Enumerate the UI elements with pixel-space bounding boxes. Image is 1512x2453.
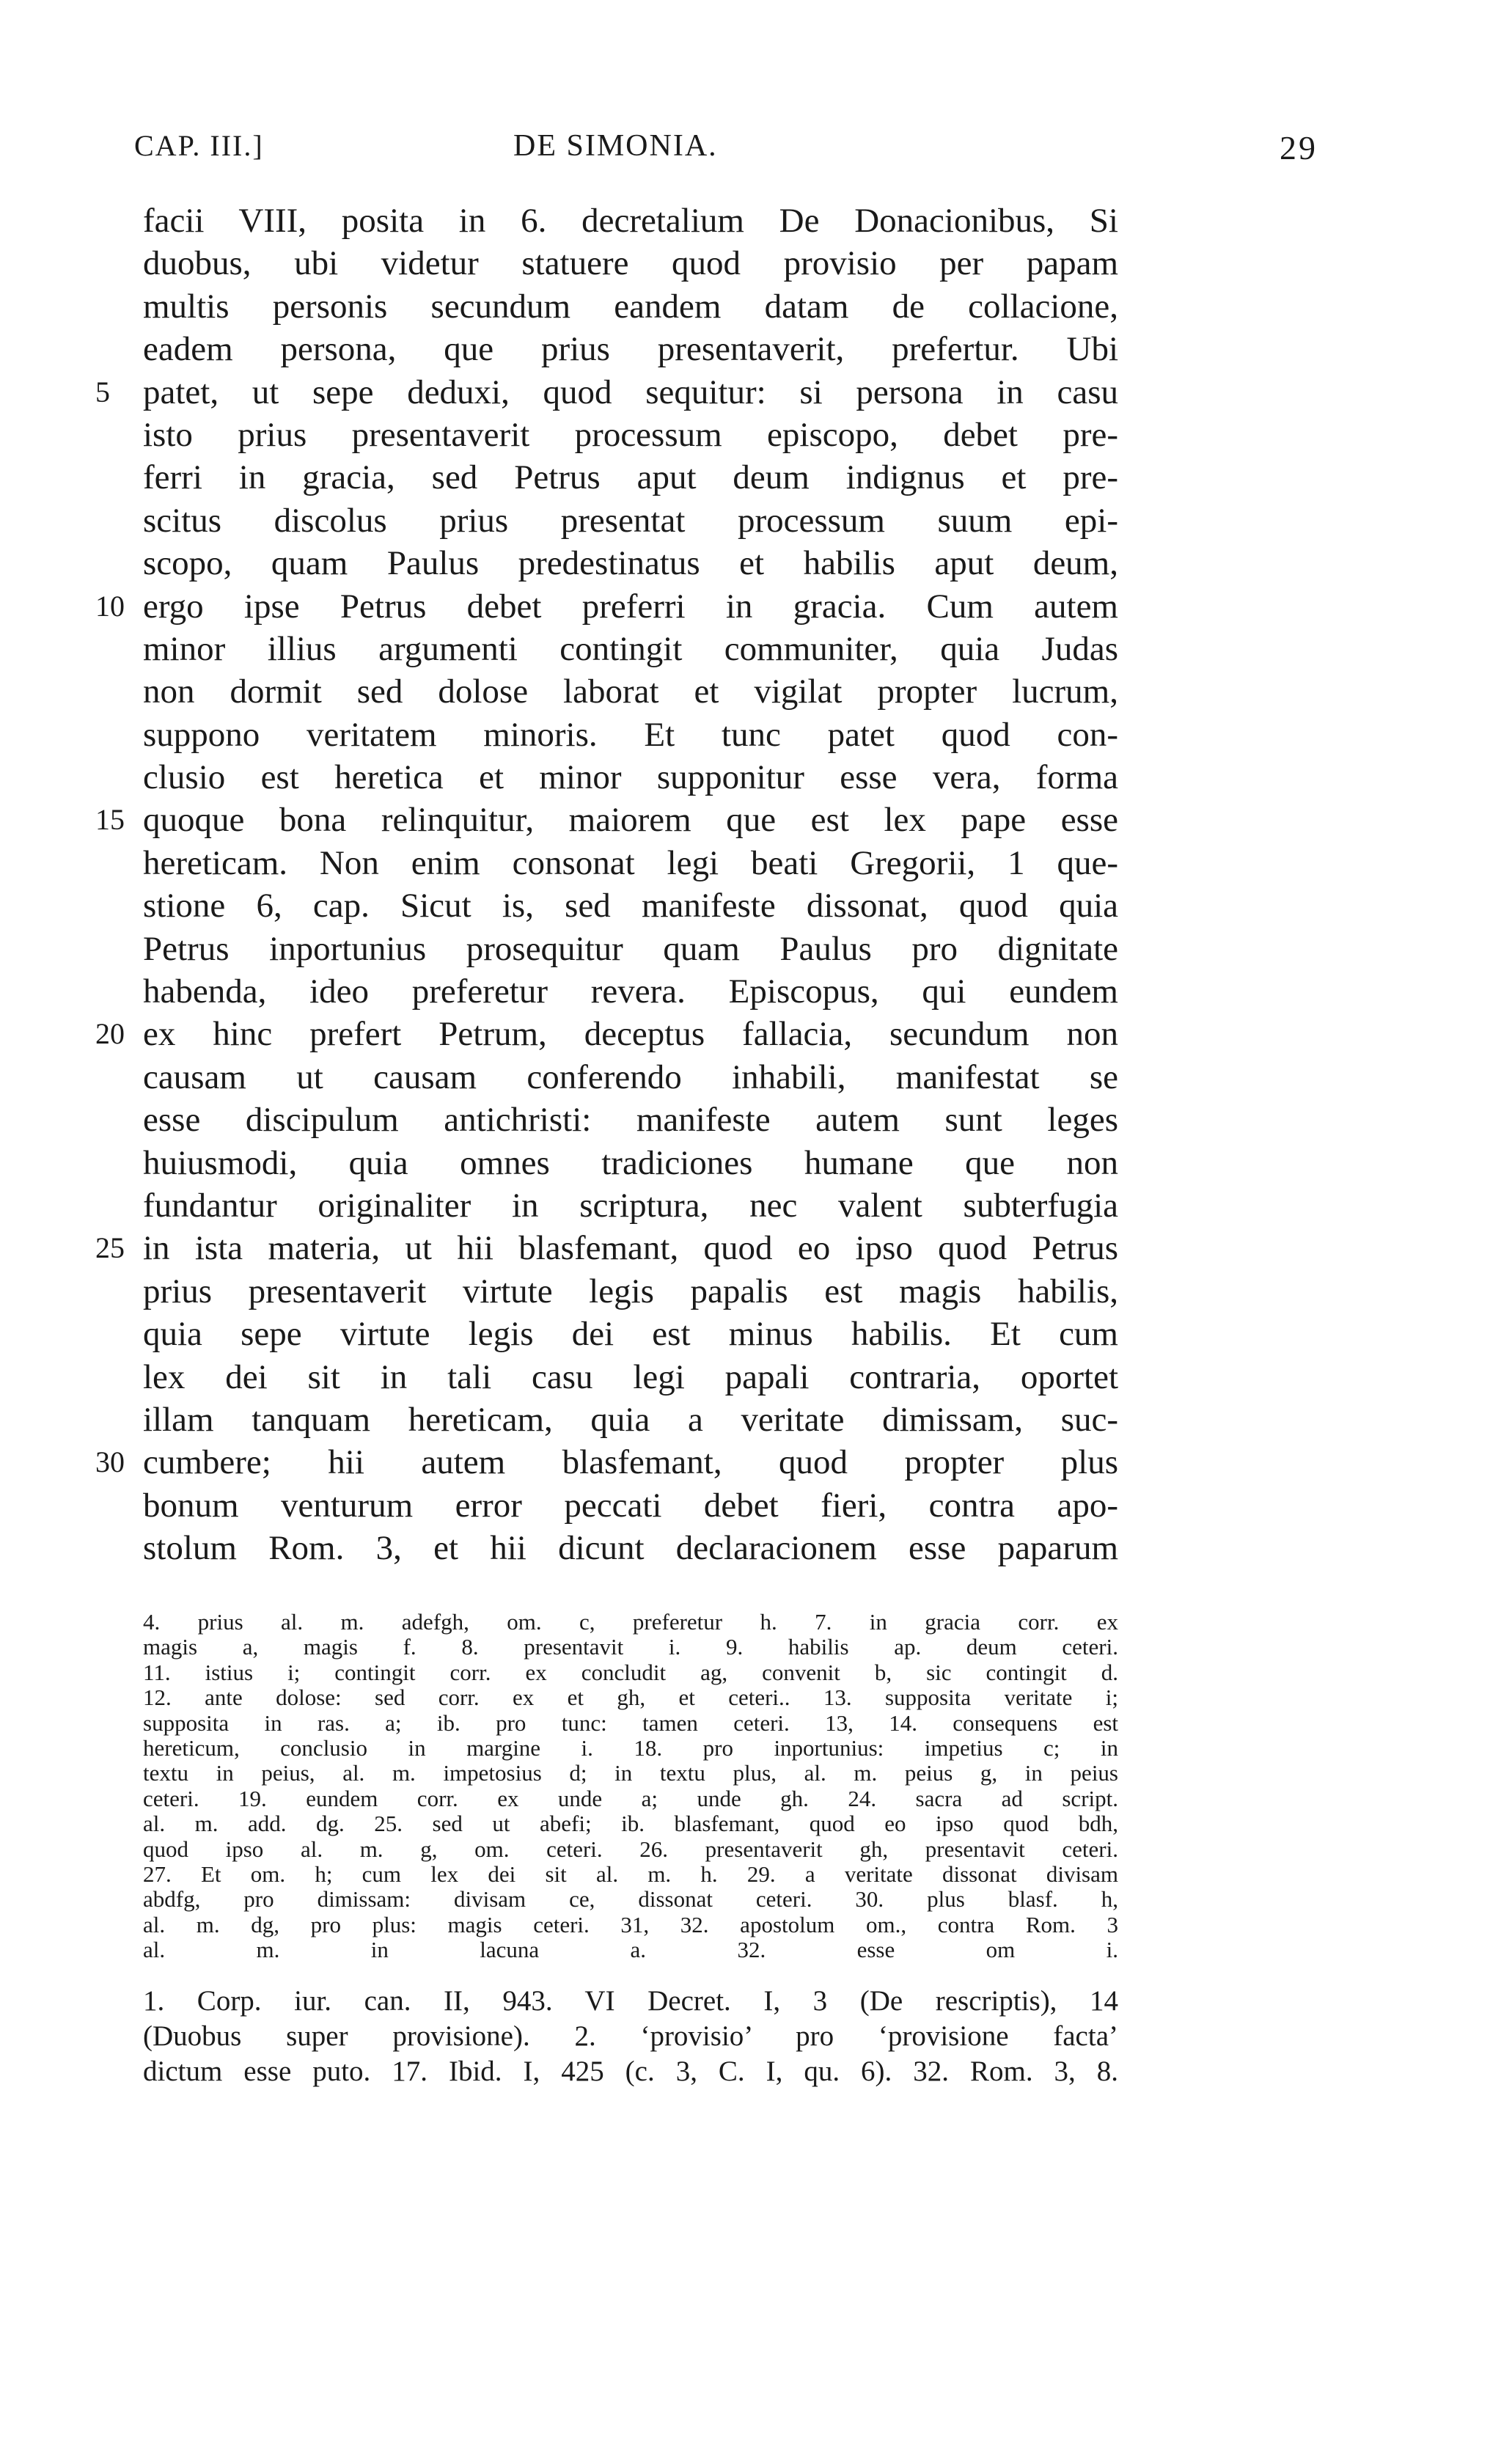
line-text: duobus, ubi videtur statuere quod provisio per papam (143, 244, 1118, 283)
text-line (95, 1441, 1118, 1484)
line-number: 15 (95, 803, 125, 837)
note-line: (Duobus super provisione). 2. ‘provisio’ pro ‘provisione facta’ (143, 2020, 1118, 2052)
text-line (143, 328, 1118, 370)
text-line (143, 456, 1118, 499)
line-text: ferri in gracia, sed Petrus aput deum indignus et pre- (143, 458, 1118, 497)
text-line (143, 1099, 1118, 1141)
line-text: habenda, ideo preferetur revera. Episcopus, qui eundem (143, 972, 1118, 1011)
line-text: multis personis secundum eandem datam de collacione, (143, 287, 1118, 326)
line-text: hereticam. Non enim consonat legi beati Gregorii, 1 que- (143, 843, 1118, 882)
page-number: 29 (1280, 129, 1318, 166)
running-title: DE SIMONIA. (513, 129, 718, 163)
line-text: prius presentaverit virtute legis papalis est magis habilis, (143, 1272, 1118, 1310)
text-line (143, 1056, 1118, 1099)
line-text: esse discipulum antichristi: manifeste autem sunt leges (143, 1101, 1118, 1140)
chapter-label: CAP. III.] (134, 129, 264, 162)
text-line (143, 1527, 1118, 1569)
text-line (143, 1270, 1118, 1313)
line-text: scopo, quam Paulus predestinatus et habilis aput deum, (143, 544, 1118, 583)
line-text: suppono veritatem minoris. Et tunc patet quod con- (143, 715, 1118, 754)
line-text: causam ut causam conferendo inhabili, manifestat se (143, 1057, 1118, 1096)
text-line (143, 542, 1118, 584)
note-line: dictum esse puto. 17. Ibid. I, 425 (c. 3, C. I, qu. 6). 32. Rom. 3, 8. (143, 2056, 1118, 2087)
line-number: 5 (95, 375, 110, 408)
running-header (0, 128, 1512, 172)
text-line (95, 585, 1118, 628)
apparatus-line: textu in peius, al. m. impetosius d; in textu plus, al. m. peius g, in peius (143, 1761, 1118, 1786)
apparatus-line: supposita in ras. a; ib. pro tunc: tamen ceteri. 13, 14. consequens est (143, 1710, 1118, 1736)
line-text: eadem persona, que prius presentaverit, prefertur. Ubi (143, 330, 1118, 369)
apparatus-line: al. m. in lacuna a. 32. esse om i. (143, 1937, 1118, 1963)
source-notes (143, 1984, 1118, 2089)
text-line (95, 799, 1118, 841)
text-line (143, 199, 1118, 242)
text-line (143, 970, 1118, 1013)
note-line: 1. Corp. iur. can. II, 943. VI Decret. I, 3 (De rescriptis), 14 (143, 1985, 1118, 2017)
text-line (143, 1484, 1118, 1527)
line-text: stolum Rom. 3, et hii dicunt declaracionem esse paparum (143, 1529, 1118, 1568)
line-text: patet, ut sepe deduxi, quod sequitur: si persona in casu (143, 373, 1118, 411)
text-line (95, 371, 1118, 414)
text-line (143, 884, 1118, 927)
line-number: 30 (95, 1445, 125, 1479)
text-line (143, 285, 1118, 328)
apparatus-line: hereticum, conclusio in margine i. 18. pro inportunius: impetius c; in (143, 1735, 1118, 1761)
apparatus-line: 11. istius i; contingit corr. ex concludit ag, convenit b, sic contingit d. (143, 1660, 1118, 1685)
text-line (143, 242, 1118, 285)
apparatus-line: quod ipso al. m. g, om. ceteri. 26. presentaverit gh, presentavit ceteri. (143, 1836, 1118, 1862)
line-text: fundantur originaliter in scriptura, nec valent subterfugia (143, 1186, 1118, 1225)
line-text: bonum venturum error peccati debet fieri, contra apo- (143, 1486, 1118, 1525)
line-text: quia sepe virtute legis dei est minus habilis. Et cum (143, 1315, 1118, 1354)
line-text: ergo ipse Petrus debet preferri in gracia. Cum autem (143, 587, 1118, 626)
line-text: cumbere; hii autem blasfemant, quod propter plus (143, 1443, 1118, 1482)
line-text: non dormit sed dolose laborat et vigilat propter lucrum, (143, 672, 1118, 711)
line-text: lex dei sit in tali casu legi papali contraria, oportet (143, 1357, 1118, 1396)
main-text (95, 199, 1118, 1570)
line-text: Petrus inportunius prosequitur quam Paulus pro dignitate (143, 929, 1118, 968)
text-line (143, 1184, 1118, 1227)
line-text: isto prius presentaverit processum episcopo, debet pre- (143, 415, 1118, 454)
line-text: facii VIII, posita in 6. decretalium De Donacionibus, Si (143, 202, 1118, 240)
line-text: stione 6, cap. Sicut is, sed manifeste dissonat, quod quia (143, 887, 1118, 925)
line-number: 20 (95, 1017, 125, 1051)
apparatus-line: 4. prius al. m. adefgh, om. c, preferetur h. 7. in gracia corr. ex (143, 1610, 1118, 1635)
line-text: illam tanquam hereticam, quia a veritate dimissam, suc- (143, 1400, 1118, 1439)
apparatus-line: magis a, magis f. 8. presentavit i. 9. habilis ap. deum ceteri. (143, 1635, 1118, 1660)
apparatus-line: ceteri. 19. eundem corr. ex unde a; unde gh. 24. sacra ad script. (143, 1786, 1118, 1811)
apparatus-line: al. m. add. dg. 25. sed ut abefi; ib. blasfemant, quod eo ipso quod bdh, (143, 1811, 1118, 1837)
text-line (143, 842, 1118, 884)
line-text: scitus discolus prius presentat processum suum epi- (143, 501, 1118, 540)
line-number: 10 (95, 589, 125, 623)
text-line (143, 756, 1118, 799)
text-line (143, 928, 1118, 970)
apparatus-line: 27. Et om. h; cum lex dei sit al. m. h. 29. a veritate dissonat divisam (143, 1861, 1118, 1887)
text-line (143, 1142, 1118, 1184)
text-line (143, 414, 1118, 456)
apparatus-line: al. m. dg, pro plus: magis ceteri. 31, 32. apostolum om., contra Rom. 3 (143, 1912, 1118, 1937)
line-text: minor illius argumenti contingit communiter, quia Judas (143, 629, 1118, 668)
text-line (95, 1227, 1118, 1269)
apparatus-line: 12. ante dolose: sed corr. ex et gh, et ceteri.. 13. supposita veritate i; (143, 1685, 1118, 1711)
text-line (143, 714, 1118, 756)
line-text: ex hinc prefert Petrum, deceptus fallacia, secundum non (143, 1015, 1118, 1054)
text-line (143, 628, 1118, 670)
text-line (143, 499, 1118, 542)
text-line (143, 670, 1118, 713)
apparatus-line: abdfg, pro dimissam: divisam ce, dissonat ceteri. 30. plus blasf. h, (143, 1887, 1118, 1913)
line-text: clusio est heretica et minor supponitur esse vera, forma (143, 758, 1118, 797)
line-number: 25 (95, 1231, 125, 1265)
line-text: quoque bona relinquitur, maiorem que est lex pape esse (143, 801, 1118, 840)
text-line (95, 1013, 1118, 1055)
text-line (143, 1398, 1118, 1441)
line-text: in ista materia, ut hii blasfemant, quod eo ipso quod Petrus (143, 1229, 1118, 1268)
line-text: huiusmodi, quia omnes tradiciones humane que non (143, 1143, 1118, 1182)
text-line (143, 1356, 1118, 1398)
text-line (143, 1313, 1118, 1355)
critical-apparatus (143, 1610, 1118, 1962)
